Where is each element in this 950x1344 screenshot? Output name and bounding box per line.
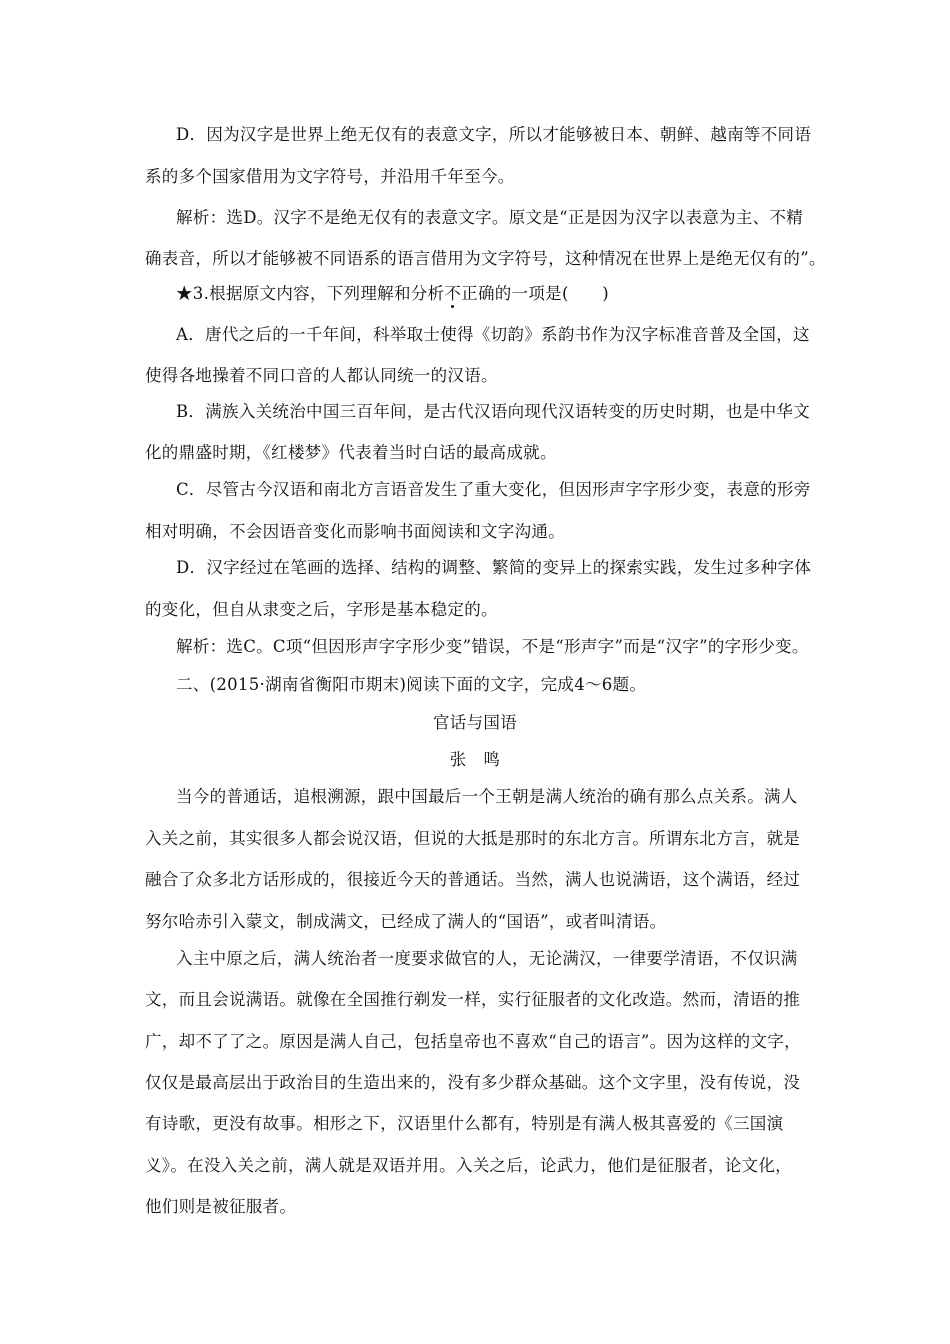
q2-option-d-line-2: 系的多个国家借用为文字符号，并沿用千年至今。 [145,167,515,186]
paragraph-2-line-7: 他们则是被征服者。 [145,1197,297,1216]
q3-option-d-line-1: D．汉字经过在笔画的选择、结构的调整、繁简的变异上的探索实践，发生过多种字体 [176,558,812,577]
q3-option-d-line-2: 的变化，但自从隶变之后，字形是基本稳定的。 [145,600,498,619]
q3-option-c-line-1: C．尽管古今汉语和南北方言语音发生了重大变化，但因形声字字形少变，表意的形旁 [176,480,811,499]
paragraph-2-line-5: 有诗歌，更没有故事。相形之下，汉语里什么都有，特别是有满人极其喜爱的《三国演 [145,1114,784,1133]
paragraph-2-line-2: 文，而且会说满语。就像在全国推行剃发一样，实行征服者的文化改造。然而，清语的推 [145,990,801,1009]
q3-option-a-line-1: A．唐代之后的一千年间，科举取士使得《切韵》系韵书作为汉字标准音普及全国，这 [176,325,810,344]
paragraph-2-line-1: 入主中原之后，满人统治者一度要求做官的人，无论满汉，一律要学清语，不仅识满 [176,949,798,968]
paragraph-1-line-3: 融合了众多北方话形成的，很接近今天的普通话。当然，满人也说满语，这个满语，经过 [145,870,801,889]
paragraph-1-line-4: 努尔哈赤引入蒙文，制成满文，已经成了满人的“国语”，或者叫清语。 [145,912,667,931]
q3-stem-before: ★3.根据原文内容，下列理解和分析 [176,284,445,303]
paragraph-2-line-6: 义》。在没入关之前，满人就是双语并用。入关之后，论武力，他们是征服者，论文化， [145,1156,792,1175]
q3-option-c-line-2: 相对明确，不会因语音变化而影响书面阅读和文字沟通。 [145,522,565,541]
q3-stem-after: 正确的一项是( ) [461,284,610,303]
q3-analysis: 解析：选C。C项“但因形声字字形少变”错误，不是“形声字”而是“汉字”的字形少变。 [176,637,809,656]
section-heading: 二、(2015·湖南省衡阳市期末)阅读下面的文字，完成4～6题。 [176,675,647,694]
q3-stem-emphasis: 不 [444,284,462,303]
q3-option-b-line-1: B．满族入关统治中国三百年间，是古代汉语向现代汉语转变的历史时期，也是中华文 [176,402,811,421]
q2-analysis-line-2: 确表音，所以才能够被不同语系的语言借用为文字符号，这种情况在世界上是绝无仅有的”。 [145,249,826,268]
q2-option-d-line-1: D．因为汉字是世界上绝无仅有的表意文字，所以才能够被日本、朝鲜、越南等不同语 [176,125,812,144]
article-author: 张 鸣 [449,750,501,769]
q3-option-b-line-2: 化的鼎盛时期，《红楼梦》代表着当时白话的最高成就。 [145,443,557,462]
paragraph-2-line-4: 仅仅是最高层出于政治目的生造出来的，没有多少群众基础。这个文字里，没有传说，没 [145,1073,801,1092]
q3-option-a-line-2: 使得各地操着不同口音的人都认同统一的汉语。 [145,366,498,385]
q2-analysis-line-1: 解析：选D。汉字不是绝无仅有的表意文字。原文是“正是因为汉字以表意为主、不精 [176,208,804,227]
paragraph-1-line-2: 入关之前，其实很多人都会说汉语，但说的大抵是那时的东北方言。所谓东北方言，就是 [145,829,801,848]
article-title: 官话与国语 [433,713,517,732]
paragraph-1-line-1: 当今的普通话，追根溯源，跟中国最后一个王朝是满人统治的确有那么点关系。满人 [176,787,798,806]
q3-stem [176,283,609,305]
paragraph-2-line-3: 广，却不了了之。原因是满人自己，包括皇帝也不喜欢“自己的语言”。因为这样的文字， [145,1032,801,1051]
